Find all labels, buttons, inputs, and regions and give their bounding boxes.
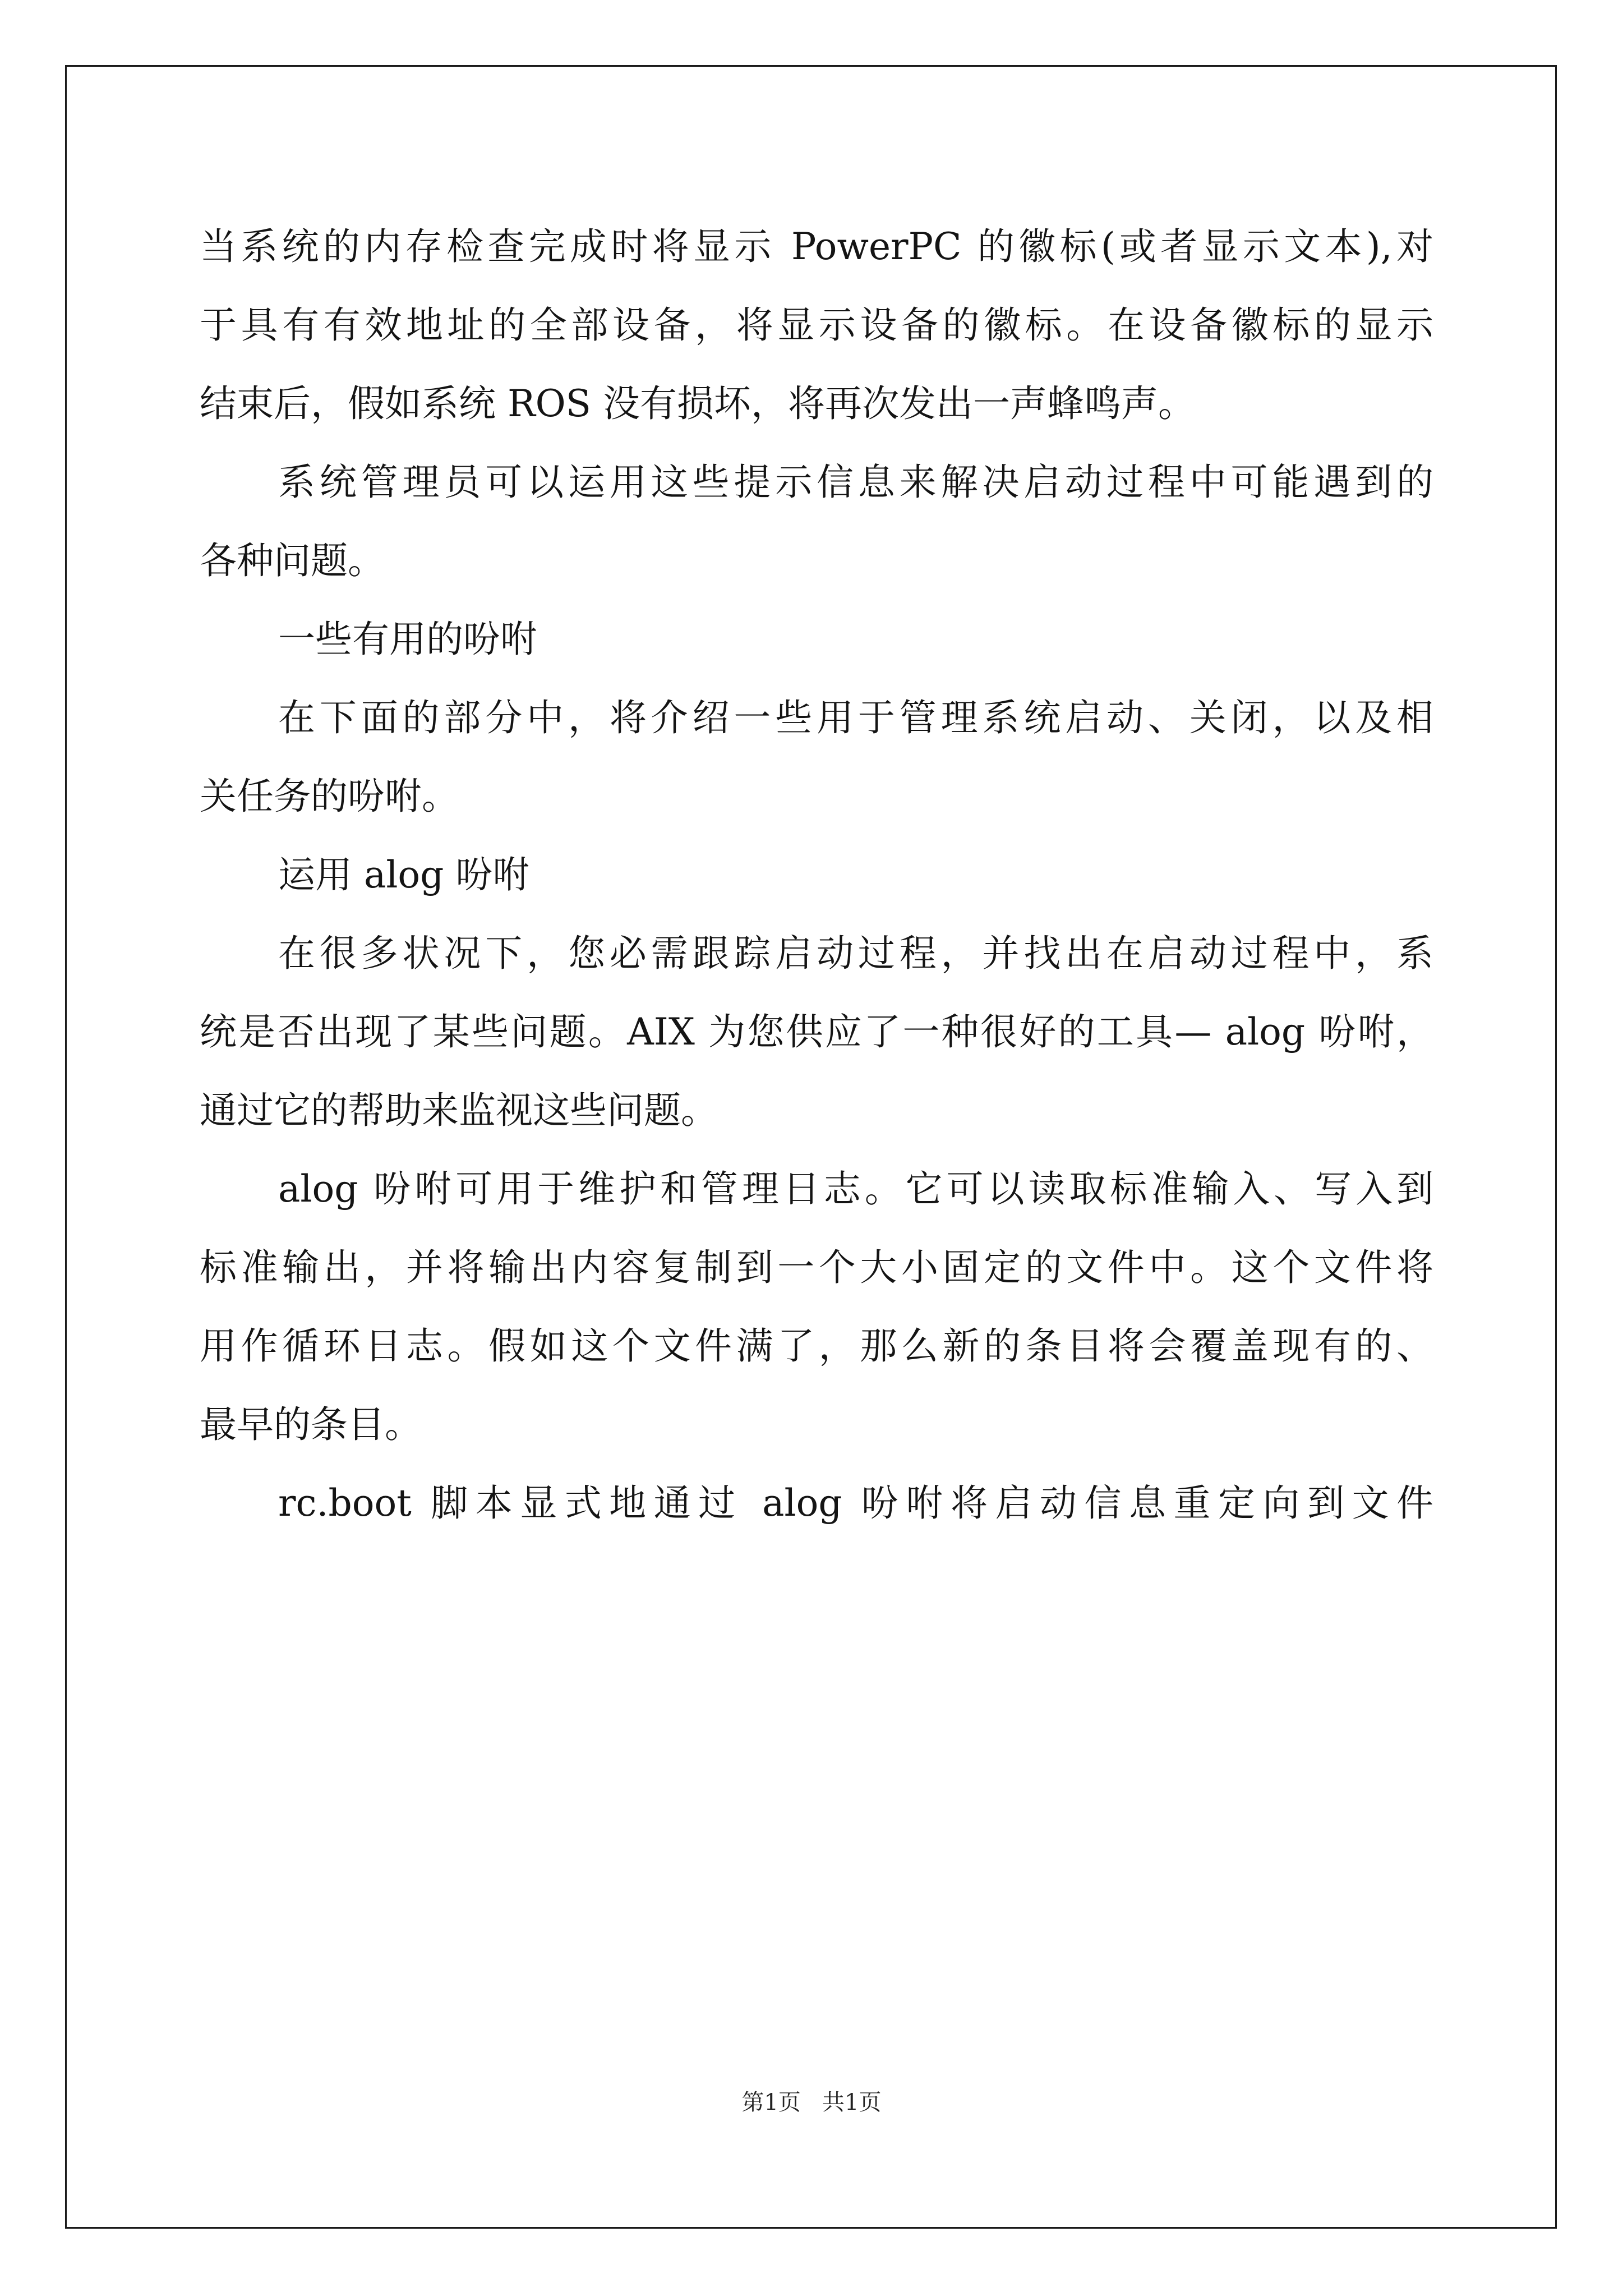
section-heading: 运用 alog 吩咐 xyxy=(278,853,530,896)
page-number-label: 第1页 共1页 xyxy=(741,2090,882,2115)
text-line: 系统管理员可以运用这些提示信息来解决启动过程中可能遇到的 xyxy=(278,461,1433,504)
text-line: 统是否出现了某些问题。AIX 为您供应了一种很好的工具— alog 吩咐， xyxy=(200,1010,1433,1053)
text-line: 关任务的吩咐。 xyxy=(200,775,459,818)
document-body xyxy=(200,208,1433,1543)
text-line: 最早的条目。 xyxy=(200,1403,422,1446)
text-line: 当系统的内存检查完成时将显示 PowerPC 的徽标(或者显示文本),对 xyxy=(200,225,1433,268)
text-line: 标准输出，并将输出内容复制到一个大小固定的文件中。这个文件将 xyxy=(200,1246,1433,1289)
page-footer xyxy=(0,2086,1623,2119)
text-line: rc.boot 脚本显式地通过 alog 吩咐将启动信息重定向到文件 xyxy=(278,1481,1433,1525)
text-line: alog 吩咐可用于维护和管理日志。它可以读取标准输入、写入到 xyxy=(278,1167,1433,1211)
section-heading: 一些有用的吩咐 xyxy=(278,618,537,661)
text-line: 用作循环日志。假如这个文件满了，那么新的条目将会覆盖现有的、 xyxy=(200,1324,1433,1368)
text-line: 通过它的帮助来监视这些问题。 xyxy=(200,1089,718,1132)
text-line: 各种问题。 xyxy=(200,539,385,582)
text-line: 在很多状况下，您必需跟踪启动过程，并找出在启动过程中，系 xyxy=(278,932,1433,975)
text-line: 于具有有效地址的全部设备，将显示设备的徽标。在设备徽标的显示 xyxy=(200,303,1433,347)
text-line: 结束后，假如系统 ROS 没有损坏，将再次发出一声蜂鸣声。 xyxy=(200,382,1195,425)
text-line: 在下面的部分中，将介绍一些用于管理系统启动、关闭，以及相 xyxy=(278,696,1433,739)
